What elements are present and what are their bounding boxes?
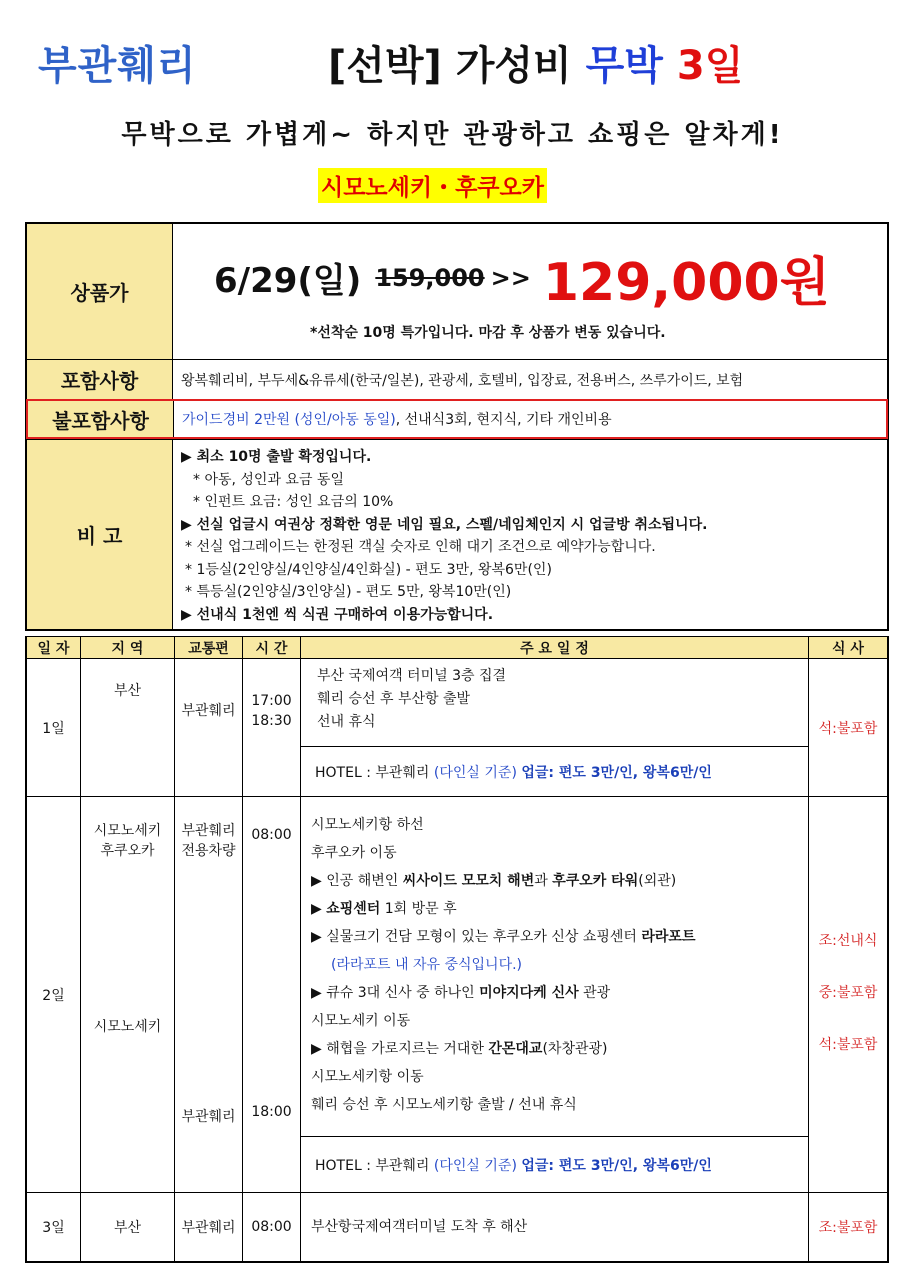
subtitle: 무박으로 가볍게~ 하지만 관광하고 쇼핑은 알차게! [121,120,784,150]
day-2-time-1: 08:00 [251,827,292,843]
day-2-transport-cell [175,797,243,1192]
plan-line: ▶ 인공 해변인 씨사이드 모모치 해변과 후쿠오카 타워(외관) [311,873,677,889]
day-3-plan [301,1193,809,1261]
hotel-room-type: (다인실 기준) [433,764,517,781]
note-line: * 아동, 성인과 요금 동일 [193,471,344,488]
header-time: 시 간 [243,637,301,658]
included-text: 왕복훼리비, 부두세&유류세(한국/일본), 관광세, 호텔비, 입장료, 전용버스, 쓰루가이드, 보험 [181,372,744,389]
plan-line: 후쿠오카 이동 [311,845,397,861]
excluded-label: 불포함사항 [28,401,174,437]
day-1-time-cell [243,659,301,796]
day-2-meal-3: 석:불포함 [818,1037,878,1053]
hotel-upgrade: 업글: 편도 3만/인, 왕복6만/인 [521,764,712,781]
day-3-meal: 조:불포함 [818,1220,878,1236]
day-3-transport: 부관훼리 [175,1193,243,1261]
price-note: *선착순 10명 특가입니다. 마감 후 상품가 변동 있습니다. [310,325,666,341]
header-plan: 주 요 일 정 [301,637,809,658]
header-transport: 교통편 [175,637,243,658]
day-2-region-3: 시모노세키 [93,1019,162,1035]
day-1-row [27,659,887,797]
day-1-region: 부산 [113,683,142,699]
plan-line: 선내 휴식 [317,714,376,730]
day-3-row [27,1193,887,1261]
day-2-transport-2: 전용차량 [181,843,236,859]
plan-line: 시모노세키항 하선 [311,817,424,833]
header-meal: 식 사 [832,640,864,657]
sale-price: 129,000원 [542,253,830,313]
day-1-transport-cell [175,659,243,796]
hotel-name: HOTEL : 부관훼리 [315,764,430,781]
day-1-label: 1일 [27,659,81,796]
day-1-time-1: 17:00 [251,693,292,709]
day-2-meal-2: 중:불포함 [818,985,878,1001]
day-2-time-cell [243,797,301,1192]
notes-row [27,439,887,629]
included-label: 포함사항 [27,360,173,399]
excluded-text [174,401,886,437]
note-line: ▶ 선내식 1천엔 씩 식권 구매하여 이용가능합니다. [181,606,494,623]
plan-line: ▶ 쇼핑센터 1회 방문 후 [311,901,457,917]
excluded-row [26,399,888,439]
note-line: * 선실 업그레이드는 한정된 객실 숫자로 인해 대기 조건으로 예약가능합니다. [185,539,656,555]
day-3-region: 부산 [81,1193,175,1261]
product-title [328,34,743,91]
seaside-beach: 씨사이드 모모치 해변 [402,873,535,889]
day-1-time-2: 18:30 [251,713,292,729]
fukuoka-tower: 후쿠오카 타워 [552,873,639,889]
day-2-meal-cell [809,797,887,1192]
plan-line: 부산항국제여객터미널 도착 후 해산 [311,1219,528,1235]
plan-line: ▶ 큐슈 3대 신사 중 하나인 미야지다케 신사 관광 [311,985,611,1001]
title-prefix: [선박] 가성비 [328,43,572,89]
region-banner: 시모노세키・후쿠오카 [318,168,547,203]
day-2-region-2: 후쿠오카 [100,843,155,859]
original-price: 159,000 [375,263,485,292]
kanmon-bridge: 간몬대교 [488,1041,543,1057]
day-2-meal-1: 조:선내식 [818,933,878,949]
day-1-plan [301,659,809,796]
day-2-hotel [301,1136,808,1192]
plan-line: 훼리 승선 후 시모노세키항 출발 / 선내 휴식 [311,1097,577,1113]
notes-text [173,440,887,629]
note-line: ▶ 최소 10명 출발 확정입니다. [181,449,372,465]
hotel-name: HOTEL : 부관훼리 [315,1157,430,1174]
departure-date: 6/29(일) [214,261,362,301]
title-days: 3일 [676,43,744,89]
plan-line: 시모노세키 이동 [311,1013,411,1029]
lalaport: 라라포트 [641,929,696,945]
price-label: 상품가 [27,224,173,359]
notes-label: 비 고 [27,440,173,629]
header-day: 일 자 [27,637,81,658]
day-1-region-cell [81,659,175,796]
note-line: * 특등실(2인양실/3인양실) - 편도 5만, 왕복10만(인) [185,584,512,600]
day-3-time: 08:00 [243,1193,301,1261]
miyajidake-shrine: 미야지다케 신사 [479,985,579,1001]
day-2-time-2: 18:00 [251,1104,292,1120]
plan-line: 부산 국제여객 터미널 3층 집결 [317,668,506,684]
note-line: * 인펀트 요금: 성인 요금의 10% [193,494,394,510]
plan-line: 훼리 승선 후 부산항 출발 [317,691,471,707]
day-2-transport-3: 부관훼리 [181,1109,236,1125]
brand-name: 부관훼리 [38,43,197,89]
day-1-transport: 부관훼리 [181,703,236,719]
day-2-plan [301,797,809,1192]
guide-fee: 가이드경비 2만원 (성인/아동 동일) [182,412,396,428]
price-arrow: >> [490,263,531,292]
note-line: ▶ 선실 업글시 여권상 정확한 영문 네임 필요, 스펠/네임체인지 시 업글방 취소됩니다. [181,516,708,533]
plan-line: ▶ 해협을 가로지르는 거대한 간몬대교(차창관광) [311,1041,608,1057]
hotel-room-type: (다인실 기준) [433,1157,517,1174]
price-line [214,240,830,315]
itinerary-table [25,636,889,1263]
included-row [27,359,887,399]
day-2-region-1: 시모노세키 [93,823,162,839]
hotel-upgrade: 업글: 편도 3만/인, 왕복6만/인 [521,1157,712,1174]
itinerary-header [27,637,887,659]
day-2-region-cell [81,797,175,1192]
plan-line: ▶ 실물크기 건담 모형이 있는 후쿠오카 신상 쇼핑센터 라라포트 [311,929,696,945]
plan-line: 시모노세키항 이동 [311,1069,424,1085]
plan-line: (라라포트 내 자유 중식입니다.) [331,957,523,973]
day-1-meal: 석:불포함 [818,720,878,737]
day-1-hotel [301,746,808,796]
shopping-center: 쇼핑센터 [326,901,381,917]
header-region: 지 역 [81,637,175,658]
title-nonstay: 무박 [585,43,663,89]
day-2-transport-1: 부관훼리 [181,823,236,839]
note-line: * 1등실(2인양실/4인양실/4인화실) - 편도 3만, 왕복6만(인) [185,561,552,578]
day-2-row [27,797,887,1193]
excluded-rest: , 선내식3회, 현지식, 기타 개인비용 [395,412,612,428]
day-2-label: 2일 [27,797,81,1192]
day-3-label: 3일 [27,1193,81,1261]
